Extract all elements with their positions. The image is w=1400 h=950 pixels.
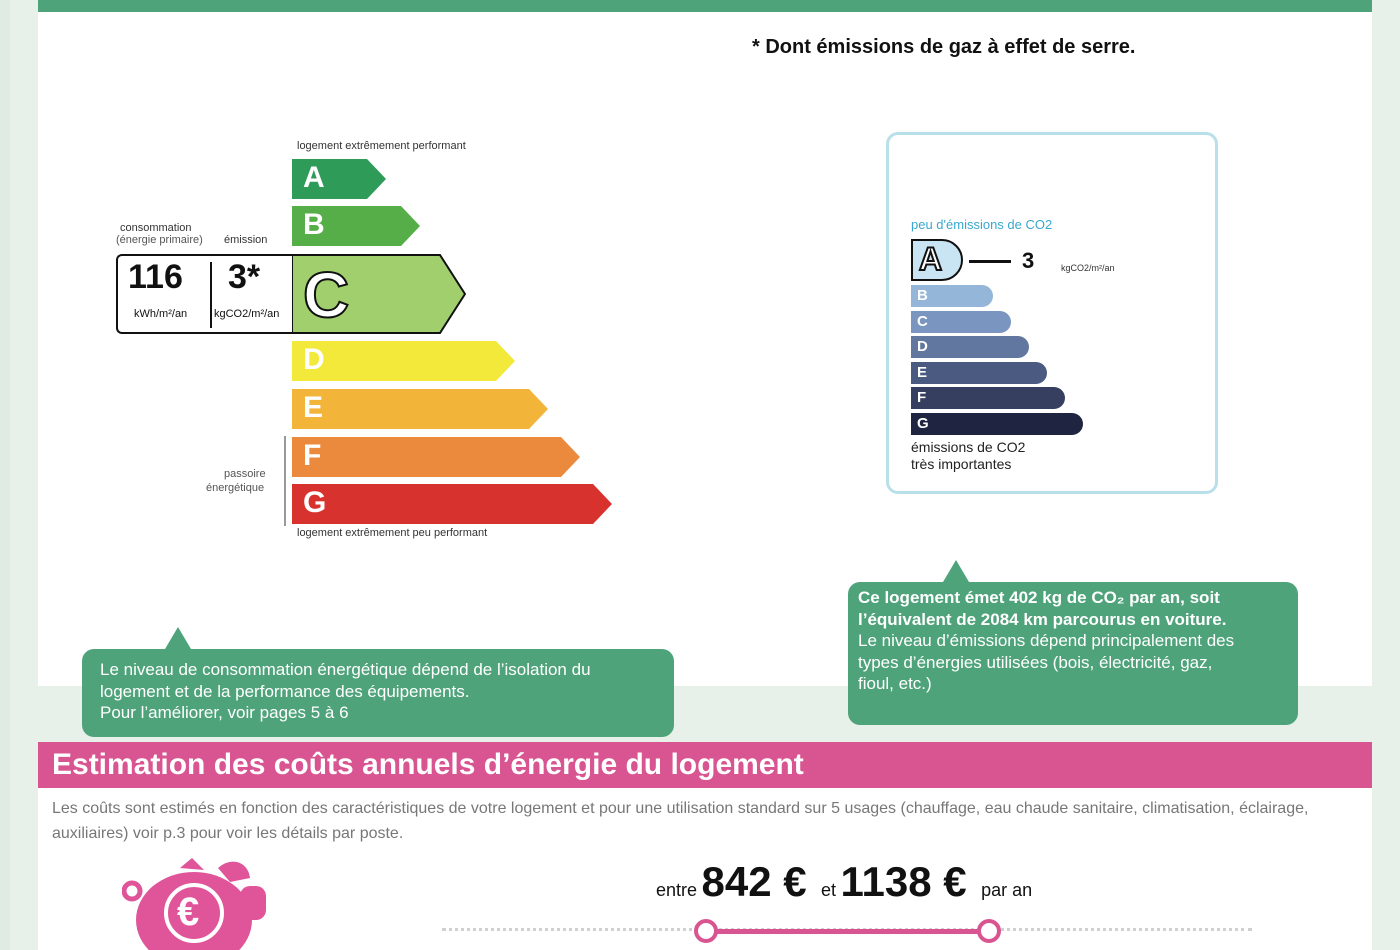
box-divider <box>210 262 212 328</box>
price-et: et <box>821 880 837 900</box>
price-range <box>656 858 1032 906</box>
ges-note: * Dont émissions de gaz à effet de serre. <box>752 36 1136 58</box>
ges-band-letter: A <box>919 241 943 277</box>
dpe-band-letter: G <box>303 486 327 519</box>
dpe-top-label: logement extrêmement performant <box>297 140 466 152</box>
ges-bottom-label-2: très importantes <box>911 456 1012 472</box>
ges-band-e <box>911 362 1047 384</box>
price-min: 842 € <box>701 858 807 905</box>
consumption-box <box>116 254 292 334</box>
callout-left-pointer <box>165 627 191 649</box>
dpe-bottom-label: logement extrêmement peu performant <box>297 527 488 539</box>
piggy-euro-symbol: € <box>177 890 200 934</box>
ges-band-letter: E <box>917 364 928 381</box>
dpe-band-d <box>291 340 516 382</box>
price-entre: entre <box>656 880 698 900</box>
ges-band-letter: C <box>917 313 928 330</box>
ges-band-a <box>911 239 963 281</box>
ges-bottom-label-1: émissions de CO2 <box>911 439 1026 455</box>
emission-value: 3* <box>228 258 261 296</box>
callout-left-line-1: Le niveau de consommation énergétique dépend de l’isolation du <box>100 660 591 679</box>
dpe-band-letter: A <box>303 161 325 194</box>
ges-unit: kgCO2/m²/an <box>1061 263 1115 273</box>
callout-right-bold-1: Ce logement émet 402 kg de CO₂ par an, soit <box>858 588 1220 607</box>
dpe-band-g <box>291 483 613 525</box>
ges-band-f <box>911 387 1065 409</box>
price-max: 1138 € <box>840 858 967 905</box>
conso-value: 116 <box>128 258 183 296</box>
piggy-bank-icon <box>122 858 272 950</box>
callout-left-line-2: logement et de la performance des équipements. <box>100 681 470 701</box>
section-header-band <box>38 0 1372 12</box>
price-par-an: par an <box>981 880 1033 900</box>
ges-band-letter: F <box>917 389 927 406</box>
cost-range-bar <box>706 929 990 934</box>
ges-band-letter: D <box>917 338 928 355</box>
conso-sublabel: (énergie primaire) <box>116 234 203 246</box>
conso-unit: kWh/m²/an <box>134 308 188 320</box>
callout-emissions <box>848 582 1298 725</box>
dpe-band-letter: F <box>303 439 322 472</box>
passoire-bracket <box>284 436 286 526</box>
callout-right-pointer <box>943 560 969 582</box>
ges-band-d <box>911 336 1029 358</box>
dpe-band-c <box>291 254 466 334</box>
passoire-label-2: énergétique <box>206 482 265 494</box>
ges-band-letter: G <box>917 415 929 432</box>
dpe-band-f <box>291 436 581 478</box>
callout-left-line-3: Pour l’améliorer, voir pages 5 à 6 <box>100 703 349 722</box>
callout-right-bold-2: l’équivalent de 2084 km parcourus en voiture. <box>858 609 1227 629</box>
dpe-band-letter: D <box>303 343 325 376</box>
ges-band-g <box>911 413 1083 435</box>
dpe-band-b <box>291 205 421 247</box>
cost-description: Les coûts sont estimés en fonction des caractéristiques de votre logement et pour une utilisation standard sur 5 usages (chauffage, eau chaude sanitaire, climatisation, éclairage, auxiliaires) voir p.3 pour voir les détails par poste. <box>52 800 1309 842</box>
callout-consumption <box>82 649 674 737</box>
dpe-band-letter: B <box>303 208 325 241</box>
callout-right-line-3: fioul, etc.) <box>858 674 932 693</box>
emission-unit: kgCO2/m²/an <box>214 308 280 320</box>
ges-top-label: peu d'émissions de CO2 <box>911 217 1053 232</box>
dpe-band-e <box>291 388 549 430</box>
callout-right-line-2: types d’énergies utilisées (bois, électricité, gaz, <box>858 652 1213 672</box>
ges-value: 3 <box>1022 248 1035 273</box>
ges-band-b <box>911 285 993 307</box>
passoire-label-1: passoire <box>224 468 266 480</box>
ges-band-letter: B <box>917 287 928 304</box>
emission-label: émission <box>224 234 268 246</box>
ges-band-c <box>911 311 1011 333</box>
cost-section-title: Estimation des coûts annuels d’énergie du logement <box>52 748 804 781</box>
ges-indicator-line <box>969 260 1011 263</box>
page-margin <box>0 0 10 950</box>
dpe-band-letter: C <box>303 259 350 331</box>
dpe-band-a <box>291 158 387 200</box>
conso-label: consommation <box>120 222 192 234</box>
callout-right-line-1: Le niveau d’émissions dépend principalement des <box>858 631 1235 650</box>
cost-section-header <box>38 742 1372 788</box>
dpe-band-letter: E <box>303 391 324 424</box>
cost-range-min-dot <box>694 919 718 943</box>
cost-range-max-dot <box>977 919 1001 943</box>
ges-box <box>886 132 1218 494</box>
